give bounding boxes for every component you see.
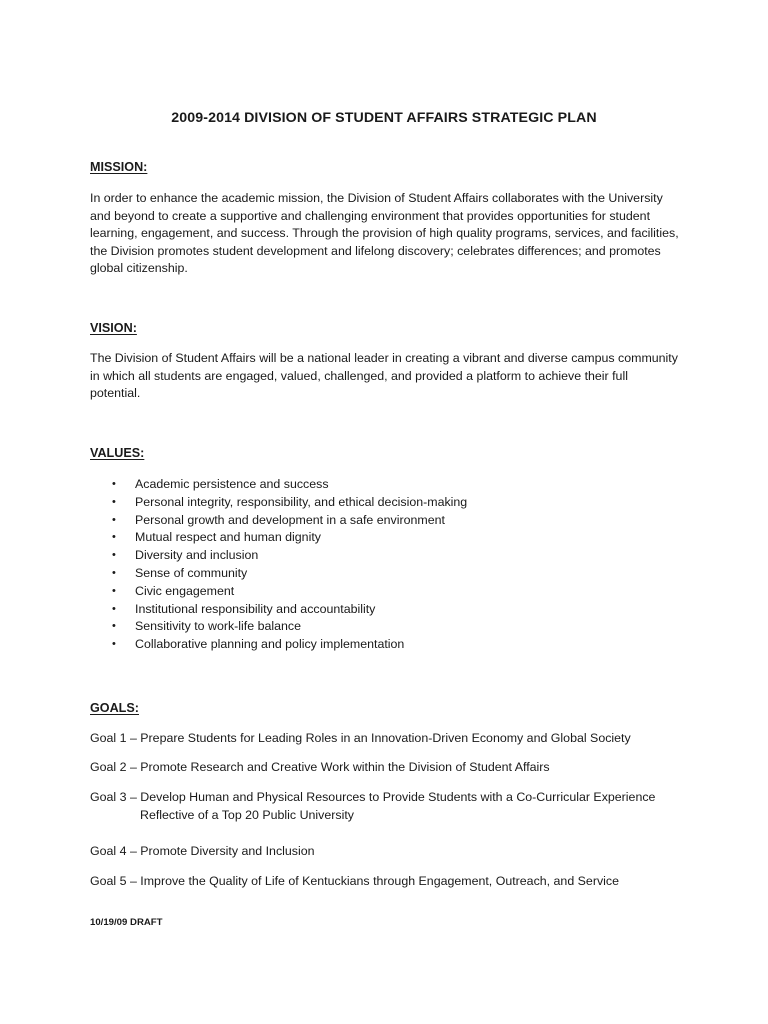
value-text: Civic engagement (135, 583, 235, 598)
goal-text: Goal 4 – Promote Diversity and Inclusion (90, 844, 315, 858)
bullet-icon: • (112, 531, 116, 544)
value-text: Institutional responsibility and accountability (135, 601, 376, 616)
value-text: Personal integrity, responsibility, and ethical decision-making (135, 494, 468, 509)
bullet-icon: • (112, 495, 116, 508)
list-item (90, 547, 467, 565)
goal-5 (90, 872, 619, 890)
goal-4 (90, 842, 315, 860)
bullet-icon: • (112, 549, 116, 562)
bullet-icon: • (112, 638, 116, 651)
values-heading: VALUES: (90, 446, 145, 460)
mission-paragraph: In order to enhance the academic mission, the Division of Student Affairs collaborates with the University and beyond to create a supportive and challenging environment that provides opportunities for student learning, engagement, and success. Through the provision of high quality programs, services, and facilities, the Division promotes student development and lifelong discovery; celebrates differences; and promotes global citizenship. (90, 191, 679, 276)
list-item (90, 583, 467, 601)
goal-1 (90, 729, 631, 747)
bullet-icon: • (112, 478, 116, 490)
value-text: Mutual respect and human dignity (135, 530, 321, 545)
bullet-icon: • (112, 584, 116, 597)
list-item (90, 601, 467, 619)
goals-heading: GOALS: (90, 701, 139, 715)
goal-3 (90, 788, 655, 824)
list-item (90, 476, 467, 494)
list-item (90, 529, 467, 547)
list-item (90, 512, 467, 530)
list-item (90, 494, 467, 512)
value-text: Personal growth and development in a safe environment (135, 512, 445, 527)
bullet-icon: • (112, 602, 116, 615)
value-text: Academic persistence and success (135, 477, 329, 491)
list-item (90, 636, 467, 654)
goal-text: Goal 1 – Prepare Students for Leading Roles in an Innovation-Driven Economy and Global Society (90, 731, 631, 745)
value-text: Collaborative planning and policy implementation (135, 637, 405, 652)
mission-heading: MISSION: (90, 160, 148, 174)
bullet-icon: • (112, 513, 116, 526)
values-list (90, 476, 467, 654)
goal-text: Goal 3 – Develop Human and Physical Resources to Provide Students with a Co-Curricular Experience (90, 790, 656, 804)
goal-text: Goal 2 – Promote Research and Creative Work within the Division of Student Affairs (90, 760, 550, 774)
bullet-icon: • (112, 566, 116, 579)
value-text: Sense of community (135, 565, 248, 580)
bullet-icon: • (112, 620, 116, 633)
list-item (90, 618, 467, 636)
vision-heading: VISION: (90, 321, 137, 335)
document-title: 2009-2014 DIVISION OF STUDENT AFFAIRS STRATEGIC PLAN (171, 110, 597, 126)
goal-text: Goal 5 – Improve the Quality of Life of Kentuckians through Engagement, Outreach, and Service (90, 874, 619, 888)
value-text: Sensitivity to work-life balance (135, 619, 301, 634)
goal-continuation: Reflective of a Top 20 Public University (140, 808, 354, 822)
list-item (90, 565, 467, 583)
value-text: Diversity and inclusion (135, 548, 259, 563)
draft-footer: 10/19/09 DRAFT (90, 917, 163, 928)
vision-paragraph: The Division of Student Affairs will be a national leader in creating a vibrant and diverse campus community in which all students are engaged, valued, challenged, and provided a platform to achieve their full potential. (90, 351, 678, 401)
goal-2 (90, 758, 550, 776)
